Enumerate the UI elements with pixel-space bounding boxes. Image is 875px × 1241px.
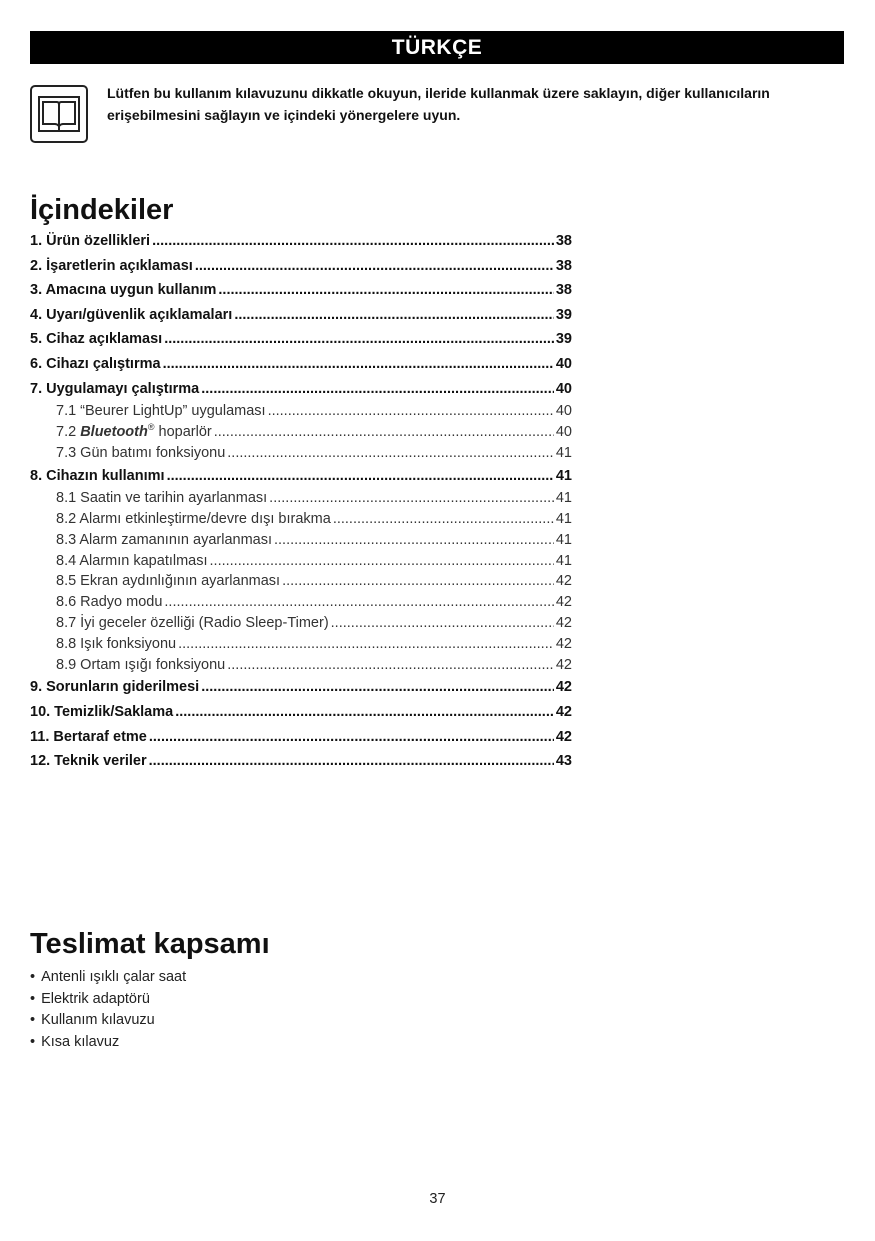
toc-entry[interactable]: 3. Amacına uygun kullanım ..... 38 [30, 278, 572, 303]
page-number: 37 [429, 1191, 446, 1207]
toc-subentry[interactable]: 8.8 Işık fonksiyonu ..... 42 [30, 634, 572, 655]
toc-entry[interactable]: 4. Uyarı/güvenlik açıklamaları ..... 39 [30, 303, 572, 328]
list-item: • Kısa kılavuz [30, 1032, 186, 1054]
toc-entry[interactable]: 5. Cihaz açıklaması ..... 39 [30, 327, 572, 352]
toc-subentry[interactable]: 8.5 Ekran aydınlığının ayarlanması ..... 42 [30, 571, 572, 592]
table-of-contents [30, 229, 572, 774]
toc-entry[interactable]: 8. Cihazın kullanımı ..... 41 [30, 464, 572, 489]
language-header: TÜRKÇE [30, 31, 844, 64]
delivery-list [30, 967, 186, 1053]
toc-subentry[interactable]: 7.1 “Beurer LightUp” uygulaması ..... 40 [30, 401, 572, 422]
toc-title: İçindekiler [30, 194, 174, 226]
toc-subentry[interactable]: 8.1 Saatin ve tarihin ayarlanması ..... 41 [30, 488, 572, 509]
toc-subentry[interactable]: 8.4 Alarmın kapatılması ..... 41 [30, 551, 572, 572]
list-item: • Elektrik adaptörü [30, 989, 186, 1011]
bluetooth-brand: Bluetooth [80, 423, 148, 440]
toc-entry[interactable]: 12. Teknik veriler ..... 43 [30, 749, 572, 774]
toc-subentry[interactable]: 8.6 Radyo modu ..... 42 [30, 592, 572, 613]
toc-entry[interactable]: 11. Bertaraf etme ..... 42 [30, 725, 572, 750]
toc-subentry[interactable]: 8.9 Ortam ışığı fonksiyonu ..... 42 [30, 655, 572, 676]
toc-entry[interactable]: 2. İşaretlerin açıklaması ..... 38 [30, 254, 572, 279]
list-item: • Kullanım kılavuzu [30, 1010, 186, 1032]
toc-entry[interactable]: 10. Temizlik/Saklama ..... 42 [30, 700, 572, 725]
toc-subentry[interactable]: 7.3 Gün batımı fonksiyonu ..... 41 [30, 443, 572, 464]
toc-subentry[interactable]: 8.2 Alarmı etkinleştirme/devre dışı bırakma ..... 41 [30, 509, 572, 530]
intro-instruction: Lütfen bu kullanım kılavuzunu dikkatle okuyun, ileride kullanmak üzere saklayın, diğer kullanıcıların erişebilmesini sağlayın ve içindeki yönergelere uyun. [107, 85, 770, 123]
toc-subentry[interactable]: 7.2 Bluetooth® hoparlör ..... 40 [30, 422, 572, 443]
toc-entry[interactable]: 6. Cihazı çalıştırma ..... 40 [30, 352, 572, 377]
toc-entry[interactable]: 1. Ürün özellikleri ..... 38 [30, 229, 572, 254]
book-icon [30, 85, 88, 143]
toc-entry[interactable]: 7. Uygulamayı çalıştırma ..... 40 [30, 377, 572, 402]
list-item: • Antenli ışıklı çalar saat [30, 967, 186, 989]
toc-entry[interactable]: 9. Sorunların giderilmesi ..... 42 [30, 675, 572, 700]
toc-subentry[interactable]: 8.3 Alarm zamanının ayarlanması ..... 41 [30, 530, 572, 551]
toc-subentry[interactable]: 8.7 İyi geceler özelliği (Radio Sleep-Timer) ..... 42 [30, 613, 572, 634]
delivery-title: Teslimat kapsamı [30, 928, 270, 960]
